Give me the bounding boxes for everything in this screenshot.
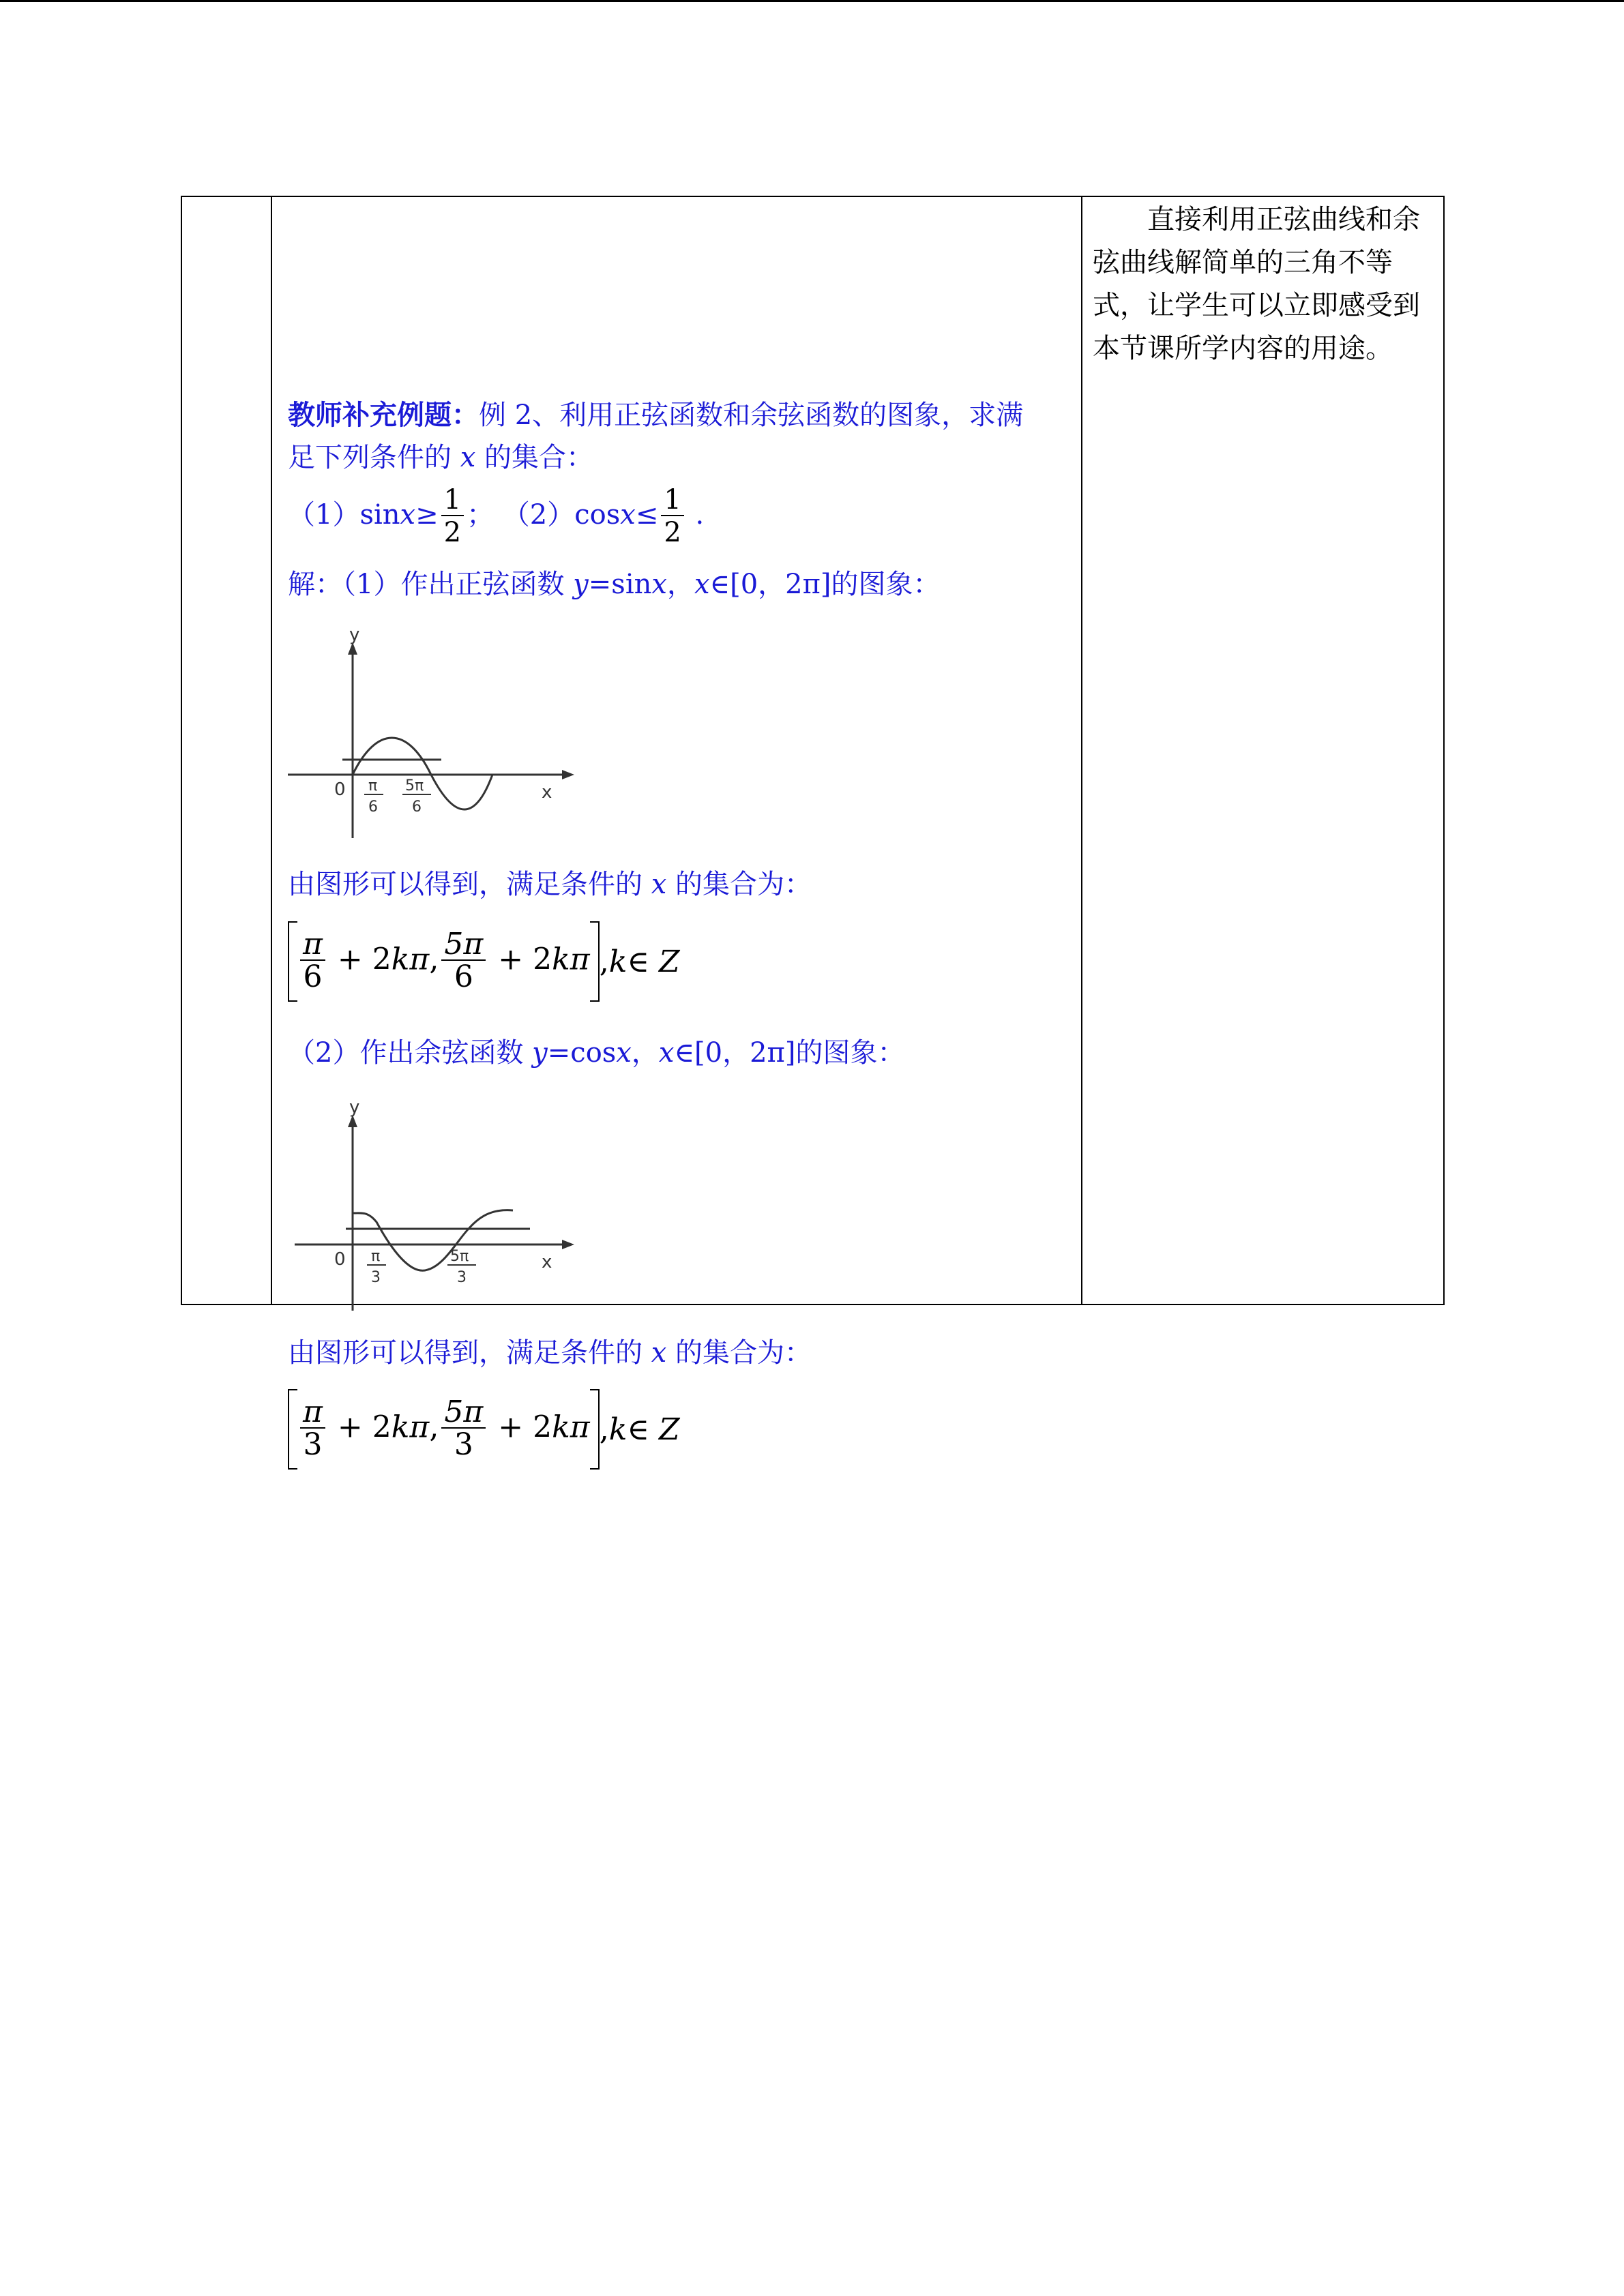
lesson-table [181, 196, 1445, 1462]
teaching-note-cell [1093, 197, 1434, 370]
answer-interval-2: $\frac{\pi}{3}$ + 2kπ, $\frac{5\pi}{3}$ + 2kπ ,k∈ Z [288, 1389, 680, 1470]
sine-tick-1-den: 6 [368, 799, 378, 816]
sine-y-label: y [349, 625, 360, 645]
column-divider-1 [271, 197, 272, 1304]
sine-tick-1-num: π [368, 777, 378, 794]
column-divider-2 [1081, 197, 1082, 1304]
fraction-one-half: $\frac{1}{2}$ [441, 485, 464, 549]
sine-tick-2-den: 6 [412, 799, 422, 816]
cosine-tick-1-den: 3 [371, 1269, 381, 1286]
cosine-tick-1-num: π [371, 1248, 381, 1265]
solution-step2: （2）作出余弦函数 y=cosx，x∈[0，2π]的图象： [288, 1037, 905, 1069]
solution-step1: 解：（1）作出正弦函数 y=sinx，x∈[0，2π]的图象： [288, 569, 941, 600]
cosine-tick-2-num: 5π [450, 1248, 469, 1265]
cosine-tick-2-den: 3 [457, 1269, 467, 1286]
example-cell [288, 197, 1072, 1462]
example-intro-line1: 教师补充例题：例 2、利用正弦函数和余弦函数的图象，求满 [288, 399, 1024, 431]
sine-x-arrow [562, 770, 574, 779]
solution-result1: 由图形可以得到，满足条件的 x 的集合为： [288, 869, 812, 900]
solution-result2: 由图形可以得到，满足条件的 x 的集合为： [288, 1337, 812, 1369]
cosine-origin-label: 0 [334, 1249, 346, 1270]
answer-interval-1: $\frac{\pi}{6}$ + 2kπ, $\frac{5\pi}{6}$ + 2kπ ,k∈ Z [288, 921, 680, 1002]
sine-tick-2-num: 5π [405, 777, 424, 794]
example-heading: 教师补充例题： [288, 399, 479, 431]
teaching-note: 直接利用正弦曲线和余弦曲线解简单的三角不等式，让学生可以立即感受到本节课所学内容的用途。 [1093, 204, 1420, 364]
cosine-y-label: y [349, 1097, 360, 1118]
page-top-border [0, 0, 1624, 2]
cosine-x-arrow [562, 1240, 574, 1249]
sine-x-label: x [542, 782, 552, 803]
example-conditions: （1）sinx≥ $\frac{1}{2}$ ； （2）cosx≤ $\frac{1}{2}$ . [288, 484, 705, 548]
sine-origin-label: 0 [334, 779, 346, 800]
cosine-x-label: x [542, 1252, 552, 1272]
cosine-graph [288, 1096, 574, 1317]
example-intro-line2: 足下列条件的 x 的集合： [288, 442, 593, 473]
fraction-one-half: $\frac{1}{2}$ [661, 485, 683, 549]
sine-graph [288, 623, 574, 844]
